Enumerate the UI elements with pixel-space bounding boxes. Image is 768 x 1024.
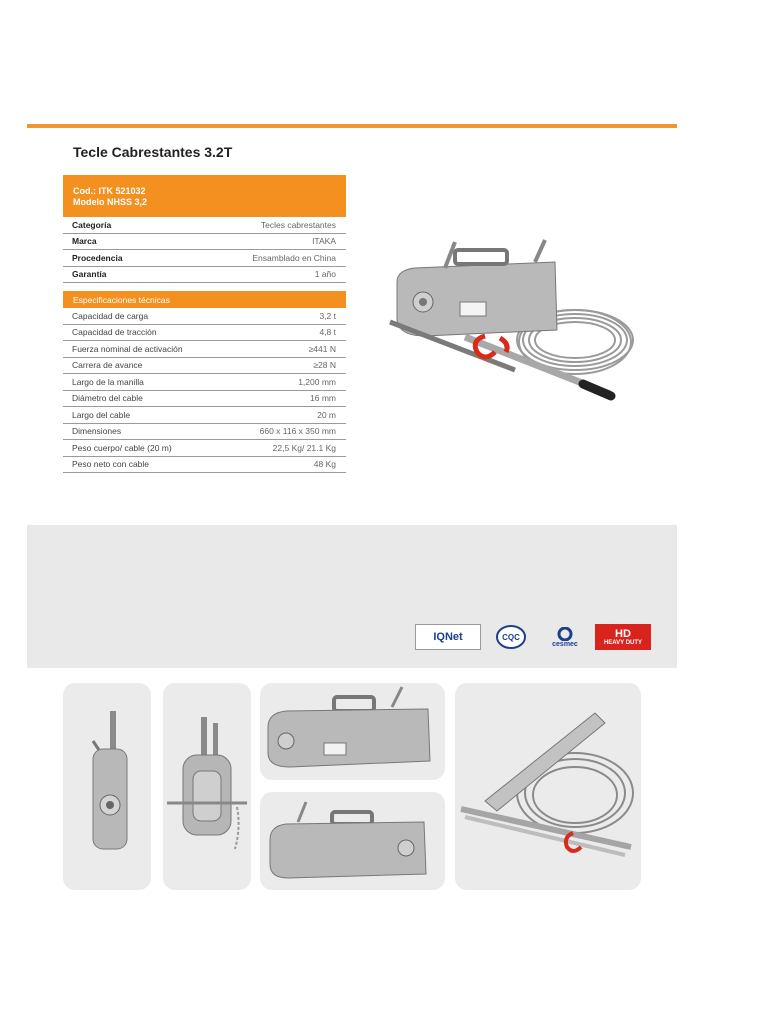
- row-value: 660 x 116 x 350 mm: [259, 426, 336, 437]
- specs-header: Especificaciones técnicas: [63, 291, 346, 308]
- row-label: Capacidad de carga: [72, 310, 149, 321]
- row-label: Peso cuerpo/ cable (20 m): [72, 442, 172, 453]
- page-title: Tecle Cabrestantes 3.2T: [73, 144, 233, 160]
- table-row: [63, 217, 346, 234]
- table-row: [63, 234, 346, 251]
- row-value: 1,200 mm: [298, 376, 336, 387]
- row-label: Marca: [72, 236, 97, 247]
- table-row: [63, 341, 346, 358]
- product-header: [63, 175, 346, 217]
- table-row: [63, 250, 346, 267]
- row-value: 48 Kg: [313, 459, 336, 470]
- hd-label: HD: [615, 627, 631, 640]
- row-value: Tecles cabrestantes: [260, 219, 336, 230]
- table-row: [63, 308, 346, 325]
- row-value: 16 mm: [310, 393, 336, 404]
- row-value: ≥28 N: [313, 360, 336, 371]
- row-value: 4,8 t: [319, 327, 336, 338]
- row-label: Capacidad de tracción: [72, 327, 157, 338]
- row-label: Fuerza nominal de activación: [72, 343, 183, 354]
- row-label: Diámetro del cable: [72, 393, 143, 404]
- product-model: Modelo NHSS 3,2: [73, 196, 148, 207]
- table-row: [63, 374, 346, 391]
- table-row: [63, 424, 346, 441]
- cqc-label: CQC: [502, 633, 520, 642]
- thumbnail-full-kit: [455, 683, 641, 890]
- cesmec-label: cesmec: [552, 640, 578, 648]
- table-row: [63, 407, 346, 424]
- iqnet-label: IQNet: [433, 631, 463, 643]
- heavy-duty-logo: [595, 624, 651, 650]
- row-label: Largo de la manilla: [72, 376, 144, 387]
- certification-logos: [415, 624, 651, 650]
- table-row: [63, 457, 346, 474]
- table-row: [63, 391, 346, 408]
- row-value: 22,5 Kg/ 21.1 Kg: [272, 442, 336, 453]
- table-row: [63, 325, 346, 342]
- top-accent-rule: [27, 124, 677, 128]
- cesmec-mark-icon: [556, 627, 574, 641]
- row-label: Peso neto con cable: [72, 459, 150, 470]
- row-label: Procedencia: [72, 252, 123, 263]
- cesmec-logo: [541, 624, 589, 650]
- row-value: ≥441 N: [308, 343, 336, 354]
- row-label: Categoría: [72, 219, 112, 230]
- hd-sub-label: HEAVY DUTY: [603, 639, 643, 646]
- thumbnail-rear-view: [260, 792, 445, 890]
- row-label: Dimensiones: [72, 426, 122, 437]
- spec-table: [63, 175, 346, 473]
- thumbnail-top-view: [260, 683, 445, 780]
- product-photo: [385, 232, 645, 412]
- section-gap: [63, 283, 346, 291]
- row-value: Ensamblado en China: [252, 252, 336, 263]
- row-label: Garantía: [72, 269, 107, 280]
- row-label: Largo del cable: [72, 409, 131, 420]
- row-value: 20 m: [317, 409, 336, 420]
- thumbnail-side-view: [63, 683, 151, 890]
- row-value: 3,2 t: [319, 310, 336, 321]
- row-value: 1 año: [314, 269, 336, 280]
- row-label: Carrera de avance: [72, 360, 143, 371]
- table-row: [63, 358, 346, 375]
- iqnet-logo: [415, 624, 481, 650]
- table-row: [63, 440, 346, 457]
- row-value: ITAKA: [312, 236, 336, 247]
- product-code: Cod.: ITK 521032: [73, 185, 146, 196]
- table-row: [63, 267, 346, 284]
- cqc-logo: [487, 624, 535, 650]
- thumbnail-front-view: [163, 683, 251, 890]
